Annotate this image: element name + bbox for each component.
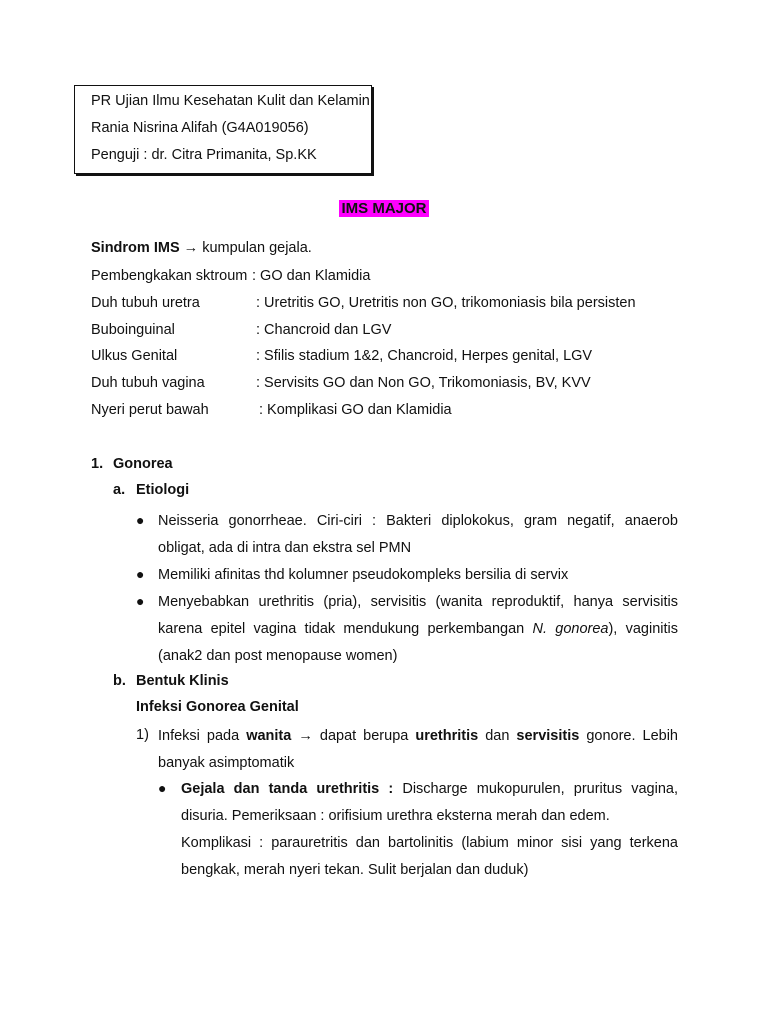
syndrome-label: Nyeri perut bawah xyxy=(91,402,209,418)
subsection-title: Bentuk Klinis xyxy=(136,673,229,689)
text-bold: wanita xyxy=(246,728,292,744)
detail-gejala xyxy=(181,776,678,830)
subsection-letter: a. xyxy=(113,482,126,498)
item-text xyxy=(158,723,678,777)
bullet-icon: ● xyxy=(136,566,145,582)
bullet-etiologi-3 xyxy=(158,589,678,670)
syndrome-value: : GO dan Klamidia xyxy=(252,268,371,284)
sindrom-line xyxy=(91,240,312,256)
syndrome-value: : Sfilis stadium 1&2, Chancroid, Herpes genital, LGV xyxy=(256,348,593,364)
sindrom-label: Sindrom IMS xyxy=(91,240,180,256)
syndrome-value: : Chancroid dan LGV xyxy=(256,322,392,338)
header-box xyxy=(74,85,372,174)
header-student: Rania Nisrina Alifah (G4A019056) xyxy=(91,120,309,136)
detail-heading: Gejala dan tanda urethritis : xyxy=(181,781,394,797)
bullet-etiologi-2: Memiliki afinitas thd kolumner pseudokompleks bersilia di servix xyxy=(158,567,569,583)
syndrome-label: Duh tubuh vagina xyxy=(91,375,205,391)
syndrome-label: Pembengkakan sktroum xyxy=(91,268,248,284)
detail-komplikasi: Komplikasi : parauretritis dan bartolinitis (labium minor sisi yang terkena bengkak, merah nyeri tekan. Sulit berjalan dan duduk) xyxy=(181,835,678,878)
sindrom-text: kumpulan gejala. xyxy=(202,240,312,256)
bullet-icon: ● xyxy=(158,780,167,796)
text-run: dapat berupa xyxy=(312,728,416,744)
subsection-title: Etiologi xyxy=(136,482,190,498)
header-course: PR Ujian Ilmu Kesehatan Kulit dan Kelamin xyxy=(91,93,370,109)
subsection-heading: Infeksi Gonorea Genital xyxy=(136,699,299,715)
syndrome-label: Buboinguinal xyxy=(91,322,175,338)
text-run: gonore. Lebih banyak asimptomatik xyxy=(158,728,679,771)
text-bold: urethritis xyxy=(415,728,479,744)
header-examiner: Penguji : dr. Citra Primanita, Sp.KK xyxy=(91,147,317,163)
syndrome-value: : Uretritis GO, Uretritis non GO, trikomoniasis bila persisten xyxy=(256,295,636,311)
text-run: dan xyxy=(478,728,517,744)
text-bold: servisitis xyxy=(516,728,580,744)
syndrome-label: Ulkus Genital xyxy=(91,348,178,364)
subsection-letter: b. xyxy=(113,673,126,689)
bullet-text: ), vaginitis (anak2 dan post menopause women) xyxy=(158,621,678,664)
arrow-icon: → xyxy=(183,240,199,256)
page-title: IMS MAJOR xyxy=(341,200,427,217)
item-number: 1) xyxy=(136,727,149,743)
species-name: N. gonorea xyxy=(532,621,609,637)
syndrome-value: : Komplikasi GO dan Klamidia xyxy=(259,402,452,418)
bullet-etiologi-1: Neisseria gonorrheae. Ciri-ciri : Bakteri diplokokus, gram negatif, anaerob obligat, ada di intra dan ekstra sel PMN xyxy=(158,513,678,556)
bullet-text: Menyebabkan urethritis (pria), servisitis (wanita reproduktif, hanya servisitis karena epitel vagina tidak mendukung perkembangan xyxy=(158,594,678,637)
section-title: Gonorea xyxy=(113,456,173,472)
page-title-wrap xyxy=(0,200,768,217)
text-run: Infeksi pada xyxy=(158,728,247,744)
bullet-icon: ● xyxy=(136,512,145,528)
arrow-icon: → xyxy=(298,728,313,744)
syndrome-label: Duh tubuh uretra xyxy=(91,295,200,311)
detail-text: Discharge mukopurulen, pruritus vagina, disuria. Pemeriksaan : orifisium urethra eksterna merah dan edem. xyxy=(181,781,678,824)
syndrome-value: : Servisits GO dan Non GO, Trikomoniasis, BV, KVV xyxy=(256,375,591,391)
section-number: 1. xyxy=(91,456,104,472)
bullet-icon: ● xyxy=(136,593,145,609)
